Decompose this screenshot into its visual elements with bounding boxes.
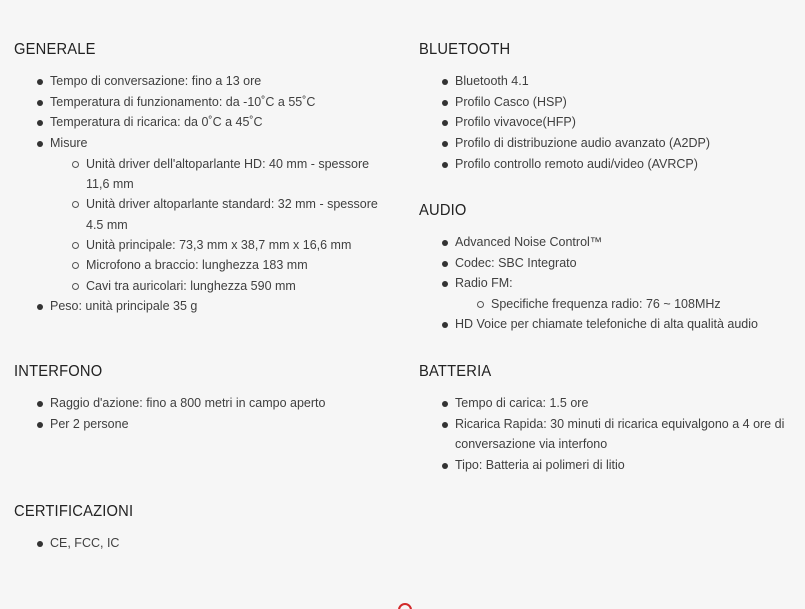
- section-batteria: [419, 362, 799, 476]
- list-item: Raggio d'azione: fino a 800 metri in campo aperto: [14, 393, 394, 414]
- list-item: HD Voice per chiamate telefoniche di alta qualità audio: [419, 314, 799, 335]
- section-audio: [419, 201, 799, 335]
- sub-list-item: Microfono a braccio: lunghezza 183 mm: [50, 255, 394, 275]
- list-item: Profilo di distribuzione audio avanzato (A2DP): [419, 133, 799, 154]
- list-item: Tempo di conversazione: fino a 13 ore: [14, 71, 394, 92]
- sub-list-radio: [455, 294, 799, 314]
- list-item: Tempo di carica: 1.5 ore: [419, 393, 799, 414]
- list-item: Profilo vivavoce(HFP): [419, 112, 799, 133]
- list-item: Profilo controllo remoto audi/video (AVRCP): [419, 154, 799, 175]
- list-item: Peso: unità principale 35 g: [14, 296, 394, 317]
- spec-list-certificazioni: [14, 533, 394, 554]
- section-title-audio: AUDIO: [419, 202, 467, 219]
- section-certificazioni: [14, 502, 394, 554]
- list-item: Temperatura di ricarica: da 0˚C a 45˚C: [14, 112, 394, 133]
- list-item: Advanced Noise Control™: [419, 232, 799, 253]
- spec-list-interfono: [14, 393, 394, 434]
- list-item: Codec: SBC Integrato: [419, 253, 799, 274]
- sub-list-misure: [50, 154, 394, 296]
- sub-list-item: Unità driver dell'altoparlante HD: 40 mm - spessore 11,6 mm: [50, 154, 394, 195]
- section-title-interfono: INTERFONO: [14, 363, 103, 380]
- spec-list-audio: [419, 232, 799, 335]
- list-item: Temperatura di funzionamento: da -10˚C a 55˚C: [14, 92, 394, 113]
- spec-list-batteria: [419, 393, 799, 476]
- list-item: Radio FM: Specifiche frequenza radio: 76 ~ 108MHz: [419, 273, 799, 314]
- section-title-generale: GENERALE: [14, 41, 96, 58]
- spec-list-generale: [14, 71, 394, 317]
- list-item: Profilo Casco (HSP): [419, 92, 799, 113]
- section-generale: [14, 40, 394, 317]
- scroll-indicator-icon[interactable]: [398, 603, 412, 609]
- section-title-batteria: BATTERIA: [419, 363, 492, 380]
- list-item: Ricarica Rapida: 30 minuti di ricarica equivalgono a 4 ore di conversazione via interfono: [419, 414, 799, 455]
- sub-list-item: Specifiche frequenza radio: 76 ~ 108MHz: [455, 294, 799, 314]
- section-bluetooth: [419, 40, 799, 175]
- list-item: CE, FCC, IC: [14, 533, 394, 554]
- sub-list-item: Unità principale: 73,3 mm x 38,7 mm x 16,6 mm: [50, 235, 394, 255]
- section-interfono: [14, 362, 394, 434]
- sub-list-item: Unità driver altoparlante standard: 32 mm - spessore 4.5 mm: [50, 194, 394, 235]
- list-item: Per 2 persone: [14, 414, 394, 435]
- section-title-bluetooth: BLUETOOTH: [419, 41, 511, 58]
- section-title-certificazioni: CERTIFICAZIONI: [14, 503, 134, 520]
- spec-list-bluetooth: [419, 71, 799, 175]
- sub-list-item: Cavi tra auricolari: lunghezza 590 mm: [50, 276, 394, 296]
- list-item: Bluetooth 4.1: [419, 71, 799, 92]
- list-item: Tipo: Batteria ai polimeri di litio: [419, 455, 799, 476]
- list-item: Misure Unità driver dell'altoparlante HD: 40 mm - spessore 11,6 mm Unità driver altoparlante standard: 32 mm - spessore 4.5 mm Unità principale: 73,3 mm x 38,7 mm x 16,6 mm Microfono a braccio: lunghezza 183 mm Cavi tra auricolari: lunghezza 590 mm: [14, 133, 394, 296]
